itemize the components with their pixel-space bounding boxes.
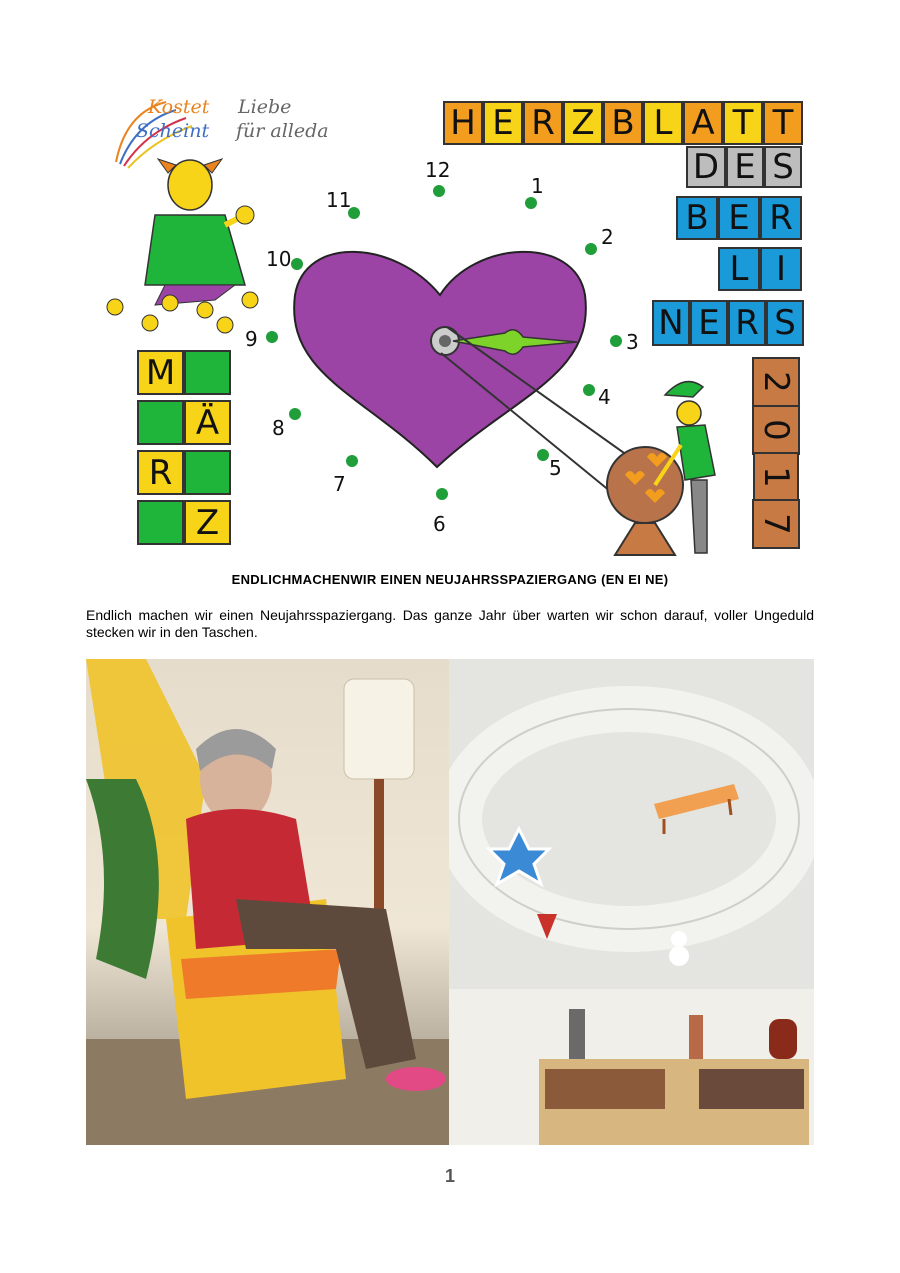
wreath-photo-icon <box>449 659 814 1145</box>
title-letter-tile: R <box>523 101 563 145</box>
page-number: 1 <box>444 1166 455 1186</box>
clock-number-6: 6 <box>433 512 446 536</box>
title-letter-tile: N <box>652 300 690 346</box>
logo-word-4: für alleda <box>236 120 329 142</box>
title-letter-tile: L <box>643 101 683 145</box>
clock-dot <box>289 408 301 420</box>
title-letter-tile: B <box>603 101 643 145</box>
title-letter-tile: Z <box>563 101 603 145</box>
clock-number-2: 2 <box>601 225 614 249</box>
clock-number-11: 11 <box>326 188 352 212</box>
title-letter-tile: H <box>443 101 483 145</box>
year-digit-tile: 2 <box>752 357 800 407</box>
month-letter-tile: M <box>137 350 184 395</box>
clock-dot <box>291 258 303 270</box>
photo-left <box>86 659 449 1145</box>
clock-dot <box>537 449 549 461</box>
woman-chair-photo-icon <box>86 659 449 1145</box>
logo-word-1: Kostet <box>148 96 210 118</box>
clock-number-7: 7 <box>333 472 346 496</box>
month-blank-tile <box>184 450 231 495</box>
photo-right <box>449 659 814 1145</box>
title-letter-tile: R <box>760 196 802 240</box>
year-digit-tile: 1 <box>753 452 799 502</box>
title-letter-tile: E <box>726 146 764 188</box>
clock-number-10: 10 <box>266 247 292 271</box>
title-letter-tile: T <box>763 101 803 145</box>
title-letter-tile: E <box>483 101 523 145</box>
month-blank-tile <box>137 500 184 545</box>
year-digit-tile: 7 <box>752 499 800 549</box>
clock-dot <box>436 488 448 500</box>
title-letter-tile: D <box>686 146 726 188</box>
logo-word-2: Liebe <box>238 96 292 118</box>
year-digit-tile: 0 <box>752 405 800 455</box>
clock-number-9: 9 <box>245 327 258 351</box>
clock-number-4: 4 <box>598 385 611 409</box>
clock-number-8: 8 <box>272 416 285 440</box>
clock-dot <box>266 331 278 343</box>
month-letter-tile: Ä <box>184 400 231 445</box>
title-letter-tile: A <box>683 101 723 145</box>
clock-number-12: 12 <box>425 158 451 182</box>
clock-dot <box>585 243 597 255</box>
clock-number-1: 1 <box>531 174 544 198</box>
month-letter-tile: R <box>137 450 184 495</box>
title-letter-tile: E <box>690 300 728 346</box>
article-heading: ENDLICHMACHENWIR EINEN NEUJAHRSSPAZIERGANG (EN EI NE) <box>231 572 669 587</box>
month-blank-tile <box>184 350 231 395</box>
title-letter-tile: L <box>718 247 760 291</box>
month-blank-tile <box>137 400 184 445</box>
title-letter-tile: S <box>764 146 802 188</box>
clock-dot <box>583 384 595 396</box>
title-letter-tile: T <box>723 101 763 145</box>
clock-dot <box>610 335 622 347</box>
girl-figure-icon <box>145 159 254 305</box>
clock-dot <box>525 197 537 209</box>
month-letter-tile: Z <box>184 500 231 545</box>
title-letter-tile: R <box>728 300 766 346</box>
clock-dot <box>433 185 445 197</box>
title-letter-tile: S <box>766 300 804 346</box>
logo-word-3: Scheint <box>136 120 210 142</box>
clock-number-5: 5 <box>549 456 562 480</box>
article-paragraph: Endlich machen wir einen Neujahrsspaziergang. Das ganze Jahr über warten wir schon darauf, voller Ungeduld stecken wir in den Taschen. <box>86 607 814 640</box>
title-letter-tile: B <box>676 196 718 240</box>
title-letter-tile: E <box>718 196 760 240</box>
title-letter-tile: I <box>760 247 802 291</box>
clock-number-3: 3 <box>626 330 639 354</box>
clock-dot <box>346 455 358 467</box>
